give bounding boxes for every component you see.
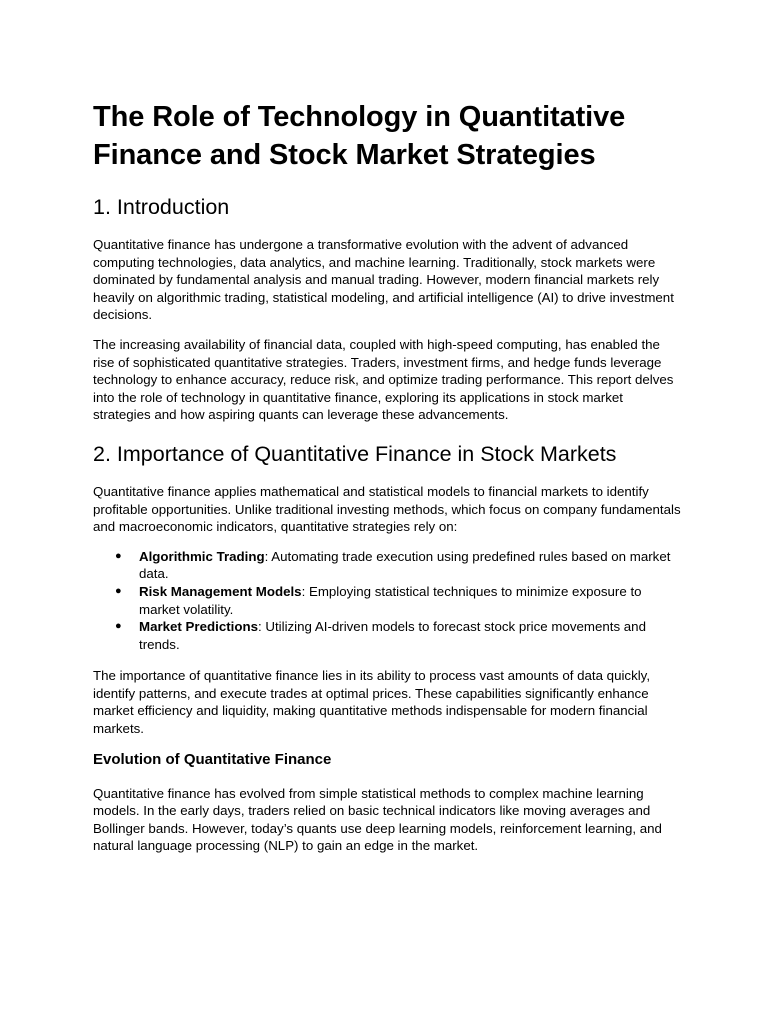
evolution-paragraph-1: Quantitative finance has evolved from simple statistical methods to complex machine learning models. In the early days, traders relied on basic technical indicators like moving averages and Bollinger bands. However, today’s quants use deep learning models, reinforcement learning, and natural language processing (NLP) to gain an edge in the market.	[93, 785, 662, 854]
importance-paragraph-1: Quantitative finance applies mathematical and statistical models to financial markets to identify profitable opportunities. Unlike traditional investing methods, which focus on company fundamentals and macroeconomic indicators, quantitative strategies rely on:	[93, 483, 681, 535]
bullet-icon: ●	[115, 584, 122, 597]
intro-heading: 1. Introduction	[93, 195, 230, 219]
intro-paragraph-2: The increasing availability of financial data, coupled with high-speed computing, has enabled the rise of sophisticated quantitative strategies. Traders, investment firms, and hedge funds leverage technology to enhance accuracy, reduce risk, and optimize trading performance. This report delves into the role of technology in quantitative finance, exploring its applications in stock market strategies and how aspiring quants can leverage these advancements.	[93, 336, 674, 423]
list-item-term: Algorithmic Trading	[139, 548, 265, 564]
list-item	[93, 548, 683, 583]
bullet-icon: ●	[115, 620, 122, 633]
intro-paragraph-1: Quantitative finance has undergone a transformative evolution with the advent of advanced computing technologies, data analytics, and machine learning. Traditionally, stock markets were dominated by fundamental analysis and manual trading. However, modern financial markets rely heavily on algorithmic trading, statistical modeling, and artificial intelligence (AI) to drive investment decisions.	[93, 237, 674, 323]
list-item-term: Risk Management Models	[139, 583, 302, 599]
list-item-text: : Automating trade execution using predefined rules based on market data.	[139, 548, 671, 582]
document-title: The Role of Technology in Quantitative Finance and Stock Market Strategies	[93, 101, 626, 171]
list-item-text: : Utilizing AI-driven models to forecast stock price movements and trends.	[139, 619, 646, 652]
document-page	[93, 98, 683, 867]
bullet-icon: ●	[115, 549, 122, 562]
evolution-heading: Evolution of Quantitative Finance	[93, 750, 332, 768]
importance-heading: 2. Importance of Quantitative Finance in Stock Markets	[93, 441, 617, 466]
importance-paragraph-2: The importance of quantitative finance lies in its ability to process vast amounts of data quickly, identify patterns, and execute trades at optimal prices. These capabilities significantly enhance market efficiency and liquidity, making quantitative methods indispensable for modern financial markets.	[93, 668, 651, 737]
list-item-text: : Employing statistical techniques to minimize exposure to market volatility.	[139, 583, 642, 617]
list-item-term: Market Predictions	[139, 619, 258, 635]
strategy-list	[93, 548, 683, 654]
list-item	[93, 618, 683, 653]
list-item	[93, 583, 683, 618]
